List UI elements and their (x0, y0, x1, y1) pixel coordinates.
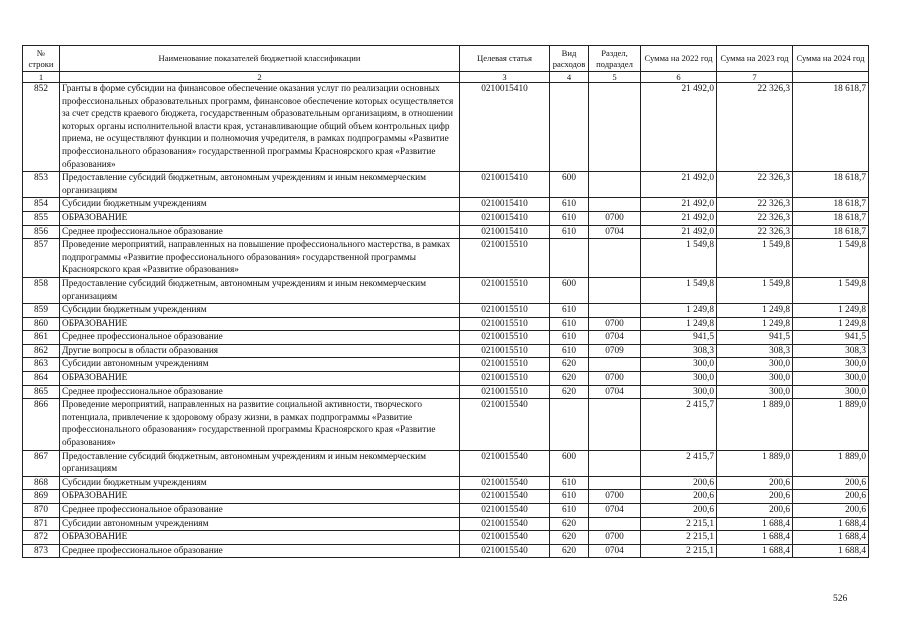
row-sum-2023: 1 688,4 (717, 544, 793, 558)
table-row (23, 544, 869, 558)
row-name: Субсидии бюджетным учреждениям (60, 476, 460, 490)
table-row (23, 225, 869, 239)
row-number: 865 (23, 385, 60, 399)
row-section (589, 399, 641, 450)
row-number: 864 (23, 372, 60, 386)
row-target: 0210015540 (460, 517, 550, 531)
table-row (23, 490, 869, 504)
row-kind: 620 (550, 517, 589, 531)
row-kind: 620 (550, 372, 589, 386)
row-number: 872 (23, 531, 60, 545)
row-number: 871 (23, 517, 60, 531)
row-sum-2023: 1 889,0 (717, 399, 793, 450)
row-sum-2024: 200,6 (793, 476, 869, 490)
row-number: 859 (23, 304, 60, 318)
row-sum-2023: 22 326,3 (717, 225, 793, 239)
row-sum-2024: 300,0 (793, 372, 869, 386)
row-kind: 610 (550, 198, 589, 212)
row-name: ОБРАЗОВАНИЕ (60, 531, 460, 545)
row-sum-2023: 1 688,4 (717, 517, 793, 531)
row-number: 869 (23, 490, 60, 504)
row-kind: 610 (550, 304, 589, 318)
row-sum-2024: 18 618,7 (793, 83, 869, 172)
row-section: 0700 (589, 490, 641, 504)
row-section: 0700 (589, 211, 641, 225)
row-name: Среднее профессиональное образование (60, 225, 460, 239)
column-number: 5 (589, 72, 641, 83)
row-number: 855 (23, 211, 60, 225)
table-row (23, 517, 869, 531)
header-sum-2022: Сумма на 2022 год (641, 46, 717, 72)
header-section: Раздел, подраздел (589, 46, 641, 72)
page-number: 526 (833, 594, 848, 604)
row-sum-2024: 1 549,8 (793, 239, 869, 278)
row-target: 0210015510 (460, 358, 550, 372)
header-row-no: № строки (23, 46, 60, 72)
row-number: 858 (23, 277, 60, 303)
row-kind: 610 (550, 344, 589, 358)
column-number: 4 (550, 72, 589, 83)
row-kind: 610 (550, 211, 589, 225)
row-number: 861 (23, 331, 60, 345)
row-target: 0210015410 (460, 83, 550, 172)
row-sum-2022: 300,0 (641, 385, 717, 399)
row-sum-2022: 941,5 (641, 331, 717, 345)
row-target: 0210015510 (460, 304, 550, 318)
row-name: Субсидии бюджетным учреждениям (60, 198, 460, 212)
row-sum-2024: 1 889,0 (793, 450, 869, 476)
table-row (23, 399, 869, 450)
row-number: 866 (23, 399, 60, 450)
row-target: 0210015510 (460, 317, 550, 331)
row-number: 852 (23, 83, 60, 172)
row-name: Предоставление субсидий бюджетным, автономным учреждениям и иным некоммерческим организациям (60, 172, 460, 198)
row-kind: 620 (550, 531, 589, 545)
row-sum-2024: 18 618,7 (793, 211, 869, 225)
row-target: 0210015410 (460, 198, 550, 212)
row-sum-2023: 1 249,8 (717, 304, 793, 318)
row-name: ОБРАЗОВАНИЕ (60, 317, 460, 331)
row-kind: 620 (550, 358, 589, 372)
table-row (23, 372, 869, 386)
row-target: 0210015540 (460, 544, 550, 558)
row-section (589, 172, 641, 198)
column-number-row (23, 72, 869, 83)
row-sum-2022: 2 215,1 (641, 517, 717, 531)
budget-table (22, 45, 869, 558)
row-sum-2024: 1 688,4 (793, 544, 869, 558)
row-kind: 610 (550, 331, 589, 345)
row-section (589, 476, 641, 490)
row-target: 0210015540 (460, 531, 550, 545)
row-name: Среднее профессиональное образование (60, 544, 460, 558)
row-number: 854 (23, 198, 60, 212)
row-kind: 620 (550, 385, 589, 399)
row-sum-2022: 1 249,8 (641, 317, 717, 331)
row-target: 0210015510 (460, 344, 550, 358)
row-sum-2022: 300,0 (641, 358, 717, 372)
row-number: 853 (23, 172, 60, 198)
row-section (589, 450, 641, 476)
header-kind: Вид расходов (550, 46, 589, 72)
row-sum-2024: 1 889,0 (793, 399, 869, 450)
row-name: ОБРАЗОВАНИЕ (60, 490, 460, 504)
row-sum-2023: 1 889,0 (717, 450, 793, 476)
row-sum-2024: 300,0 (793, 358, 869, 372)
row-name: Среднее профессиональное образование (60, 504, 460, 518)
row-kind: 610 (550, 225, 589, 239)
row-sum-2023: 1 688,4 (717, 531, 793, 545)
row-kind: 610 (550, 476, 589, 490)
row-sum-2023: 300,0 (717, 358, 793, 372)
row-sum-2023: 22 326,3 (717, 172, 793, 198)
row-target: 0210015410 (460, 172, 550, 198)
row-target: 0210015510 (460, 239, 550, 278)
column-number: 1 (23, 72, 60, 83)
column-number (793, 72, 869, 83)
row-name: Предоставление субсидий бюджетным, автономным учреждениям и иным некоммерческим организациям (60, 450, 460, 476)
row-sum-2024: 18 618,7 (793, 172, 869, 198)
row-target: 0210015510 (460, 277, 550, 303)
row-sum-2024: 1 549,8 (793, 277, 869, 303)
row-sum-2022: 2 215,1 (641, 544, 717, 558)
row-number: 870 (23, 504, 60, 518)
row-name: Предоставление субсидий бюджетным, автономным учреждениям и иным некоммерческим организациям (60, 277, 460, 303)
row-sum-2024: 941,5 (793, 331, 869, 345)
row-sum-2022: 200,6 (641, 476, 717, 490)
column-number: 7 (717, 72, 793, 83)
table-row (23, 239, 869, 278)
table-row (23, 198, 869, 212)
table-row (23, 172, 869, 198)
row-sum-2024: 200,6 (793, 490, 869, 504)
column-number: 6 (641, 72, 717, 83)
column-number: 2 (60, 72, 460, 83)
header-sum-2024: Сумма на 2024 год (793, 46, 869, 72)
row-sum-2022: 21 492,0 (641, 198, 717, 212)
row-target: 0210015540 (460, 504, 550, 518)
row-target: 0210015540 (460, 490, 550, 504)
row-sum-2022: 200,6 (641, 504, 717, 518)
row-section: 0700 (589, 531, 641, 545)
row-section (589, 83, 641, 172)
table-row (23, 476, 869, 490)
row-sum-2024: 18 618,7 (793, 225, 869, 239)
row-kind: 600 (550, 172, 589, 198)
row-name: Среднее профессиональное образование (60, 331, 460, 345)
row-sum-2023: 22 326,3 (717, 211, 793, 225)
row-section (589, 517, 641, 531)
row-sum-2022: 2 415,7 (641, 399, 717, 450)
row-sum-2024: 1 249,8 (793, 317, 869, 331)
row-sum-2023: 200,6 (717, 504, 793, 518)
row-section: 0704 (589, 544, 641, 558)
row-number: 862 (23, 344, 60, 358)
row-kind: 610 (550, 317, 589, 331)
column-number: 3 (460, 72, 550, 83)
table-row (23, 504, 869, 518)
row-name: Проведение мероприятий, направленных на повышение профессионального мастерства, в рамках подпрограммы «Развитие профессионального образования» государственной программы Красноярского края «Развитие образования» (60, 239, 460, 278)
row-section: 0704 (589, 331, 641, 345)
row-kind (550, 399, 589, 450)
row-section (589, 358, 641, 372)
row-number: 856 (23, 225, 60, 239)
row-sum-2023: 300,0 (717, 385, 793, 399)
row-target: 0210015540 (460, 399, 550, 450)
row-section (589, 198, 641, 212)
row-section: 0704 (589, 225, 641, 239)
row-sum-2022: 21 492,0 (641, 83, 717, 172)
row-sum-2024: 300,0 (793, 385, 869, 399)
row-name: ОБРАЗОВАНИЕ (60, 211, 460, 225)
row-kind (550, 239, 589, 278)
table-row (23, 344, 869, 358)
row-name: Среднее профессиональное образование (60, 385, 460, 399)
row-sum-2022: 1 549,8 (641, 239, 717, 278)
row-sum-2024: 308,3 (793, 344, 869, 358)
row-number: 863 (23, 358, 60, 372)
row-sum-2023: 22 326,3 (717, 198, 793, 212)
row-name: Гранты в форме субсидии на финансовое обеспечение оказания услуг по реализации основных профессиональных образовательных программ, финансовое обеспечение которых осуществляется за счет средств краевого бюджета, государственным образовательным организациям, в отношении которых органы исполнительной власти края, устанавливающие общий объем контрольных цифр приема, не осуществляют функции и полномочия учредителя, в рамках подпрограммы «Развитие профессионального образования» государственной программы Красноярского края «Развитие образования» (60, 83, 460, 172)
row-sum-2023: 1 549,8 (717, 277, 793, 303)
row-target: 0210015510 (460, 385, 550, 399)
row-section: 0704 (589, 504, 641, 518)
row-sum-2022: 21 492,0 (641, 172, 717, 198)
row-target: 0210015540 (460, 476, 550, 490)
row-name: ОБРАЗОВАНИЕ (60, 372, 460, 386)
row-sum-2023: 200,6 (717, 476, 793, 490)
header-target: Целевая статья (460, 46, 550, 72)
row-section: 0700 (589, 317, 641, 331)
table-row (23, 277, 869, 303)
row-sum-2024: 18 618,7 (793, 198, 869, 212)
row-sum-2022: 2 415,7 (641, 450, 717, 476)
table-row (23, 317, 869, 331)
row-kind: 600 (550, 277, 589, 303)
row-target: 0210015510 (460, 331, 550, 345)
header-row (23, 46, 869, 72)
table-row (23, 385, 869, 399)
row-sum-2023: 200,6 (717, 490, 793, 504)
row-number: 868 (23, 476, 60, 490)
table-row (23, 331, 869, 345)
row-section (589, 239, 641, 278)
row-sum-2024: 1 249,8 (793, 304, 869, 318)
row-sum-2023: 22 326,3 (717, 83, 793, 172)
row-name: Другие вопросы в области образования (60, 344, 460, 358)
row-number: 867 (23, 450, 60, 476)
row-target: 0210015540 (460, 450, 550, 476)
row-name: Субсидии автономным учреждениям (60, 517, 460, 531)
row-name: Проведение мероприятий, направленных на развитие социальной активности, творческого потенциала, привлечение к здоровому образу жизни, в рамках подпрограммы «Развитие профессионального образования» государственной программы Красноярского края «Развитие образования» (60, 399, 460, 450)
row-kind: 610 (550, 490, 589, 504)
row-kind: 600 (550, 450, 589, 476)
row-sum-2022: 21 492,0 (641, 225, 717, 239)
row-name: Субсидии бюджетным учреждениям (60, 304, 460, 318)
row-sum-2024: 1 688,4 (793, 531, 869, 545)
row-sum-2022: 300,0 (641, 372, 717, 386)
row-sum-2023: 308,3 (717, 344, 793, 358)
row-section: 0700 (589, 372, 641, 386)
row-section (589, 277, 641, 303)
table-row (23, 83, 869, 172)
table-row (23, 531, 869, 545)
row-section: 0709 (589, 344, 641, 358)
row-section (589, 304, 641, 318)
row-sum-2022: 21 492,0 (641, 211, 717, 225)
row-target: 0210015410 (460, 211, 550, 225)
row-number: 857 (23, 239, 60, 278)
row-sum-2022: 1 249,8 (641, 304, 717, 318)
row-sum-2022: 200,6 (641, 490, 717, 504)
row-number: 860 (23, 317, 60, 331)
header-sum-2023: Сумма на 2023 год (717, 46, 793, 72)
row-sum-2024: 200,6 (793, 504, 869, 518)
row-sum-2023: 1 249,8 (717, 317, 793, 331)
row-number: 873 (23, 544, 60, 558)
table-row (23, 450, 869, 476)
row-sum-2022: 1 549,8 (641, 277, 717, 303)
row-sum-2022: 308,3 (641, 344, 717, 358)
row-kind: 610 (550, 504, 589, 518)
row-name: Субсидии автономным учреждениям (60, 358, 460, 372)
row-kind: 620 (550, 544, 589, 558)
row-kind (550, 83, 589, 172)
header-name: Наименование показателей бюджетной классификации (60, 46, 460, 72)
table-row (23, 211, 869, 225)
row-target: 0210015510 (460, 372, 550, 386)
table-row (23, 304, 869, 318)
row-section: 0704 (589, 385, 641, 399)
row-sum-2023: 1 549,8 (717, 239, 793, 278)
table-row (23, 358, 869, 372)
row-sum-2023: 941,5 (717, 331, 793, 345)
row-sum-2023: 300,0 (717, 372, 793, 386)
row-target: 0210015410 (460, 225, 550, 239)
row-sum-2024: 1 688,4 (793, 517, 869, 531)
row-sum-2022: 2 215,1 (641, 531, 717, 545)
